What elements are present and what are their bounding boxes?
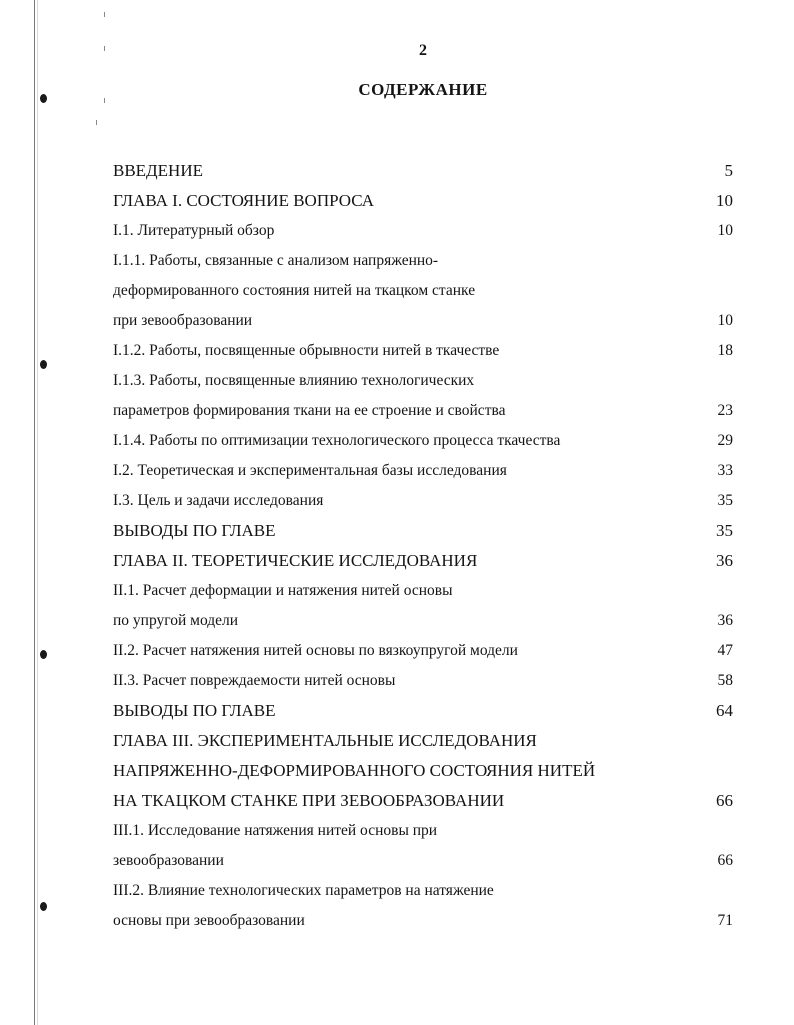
toc-entry-title: по упругой модели [113,612,239,629]
toc-entry [113,849,733,873]
toc-entry-title: ГЛАВА II. ТЕОРЕТИЧЕСКИЕ ИССЛЕДОВАНИЯ [113,551,478,570]
toc-entry-title: I.1.1. Работы, связанные с анализом напряженно- [113,252,439,269]
toc-entry-title: I.3. Цель и задачи исследования [113,492,324,509]
toc-entry [113,699,733,723]
toc-entry [113,219,733,243]
page-number: 2 [419,42,427,59]
toc-entry-title: ГЛАВА III. ЭКСПЕРИМЕНТАЛЬНЫЕ ИССЛЕДОВАНИЯ [113,731,537,750]
toc-entry [113,189,733,213]
toc-entry-page: 71 [717,912,733,929]
toc-entry-page: 36 [717,612,733,629]
toc-entry-page: 66 [717,852,733,869]
toc-entry-title: основы при зевообразовании [113,912,305,929]
toc-entry-title: деформированного состояния нитей на ткацком станке [113,282,476,299]
toc-entry-title: ГЛАВА I. СОСТОЯНИЕ ВОПРОСА [113,191,375,210]
toc-entry [113,429,733,453]
toc-entry [113,549,733,573]
toc-entry-title: ВЫВОДЫ ПО ГЛАВЕ [113,521,276,540]
toc-entry-title: II.2. Расчет натяжения нитей основы по вязкоупругой модели [113,642,518,659]
toc-entry-page: 33 [717,462,733,479]
toc-entry-page: 66 [716,791,733,810]
toc-entry-title: при зевообразовании [113,312,253,329]
toc-entry [113,609,733,633]
scan-speck [96,120,97,125]
toc-entry-title: I.1.3. Работы, посвященные влиянию технологических [113,372,475,389]
scan-edge-line [37,0,38,1025]
toc-entry-title: ВЫВОДЫ ПО ГЛАВЕ [113,701,276,720]
scan-speck [104,12,105,17]
toc-entry-title: параметров формирования ткани на ее строение и свойства [113,402,506,419]
toc-entry [113,759,733,783]
toc-entry-title: III.2. Влияние технологических параметров на натяжение [113,882,494,899]
toc-entry-page: 29 [717,432,733,449]
punch-hole [40,650,47,659]
toc-entry [113,309,733,333]
toc-entry-title: II.3. Расчет повреждаемости нитей основы [113,672,396,689]
toc-entry-page: 5 [724,161,733,180]
toc-entry [113,249,733,273]
toc-entry [113,819,733,843]
toc-entry-page: 10 [717,312,733,329]
toc-entry [113,159,733,183]
toc-entry-title: II.1. Расчет деформации и натяжения нитей основы [113,582,453,599]
toc-entry [113,459,733,483]
toc-entry [113,339,733,363]
toc-entry-page: 58 [717,672,733,689]
toc-entry [113,789,733,813]
toc-entry-page: 10 [716,191,733,210]
toc-entry-title: НА ТКАЦКОМ СТАНКЕ ПРИ ЗЕВООБРАЗОВАНИИ [113,791,505,810]
toc-entry [113,669,733,693]
toc-entry-title: зевообразовании [113,852,224,869]
toc-entry-page: 18 [717,342,733,359]
toc-entry-page: 64 [716,701,733,720]
toc-entry-page: 23 [717,402,733,419]
toc-entry-title: I.2. Теоретическая и экспериментальная базы исследования [113,462,507,479]
toc-entry [113,489,733,513]
toc-entry-title: I.1. Литературный обзор [113,222,275,239]
toc-entry-title: I.1.4. Работы по оптимизации технологического процесса ткачества [113,432,561,449]
toc-entry [113,369,733,393]
toc-entry [113,519,733,543]
toc-entry-page: 10 [717,222,733,239]
scan-edge-line [34,0,35,1025]
toc-entry [113,399,733,423]
toc-entry-title: ВВЕДЕНИЕ [113,161,203,180]
toc-entry [113,909,733,933]
toc-entry-page: 35 [716,521,733,540]
toc-entry-title: I.1.2. Работы, посвященные обрывности нитей в ткачестве [113,342,500,359]
toc-entry [113,879,733,903]
toc-entry-title: НАПРЯЖЕННО-ДЕФОРМИРОВАННОГО СОСТОЯНИЯ НИТЕЙ [113,761,596,780]
punch-hole [40,360,47,369]
page-title: СОДЕРЖАНИЕ [358,80,488,99]
toc-entry [113,579,733,603]
toc-entry [113,729,733,753]
toc-entry-page: 36 [716,551,733,570]
toc-entry [113,639,733,663]
toc-entry-title: III.1. Исследование натяжения нитей основы при [113,822,438,839]
toc-entry-page: 35 [717,492,733,509]
toc-entry [113,279,733,303]
toc-entry-page: 47 [717,642,733,659]
punch-hole [40,902,47,911]
